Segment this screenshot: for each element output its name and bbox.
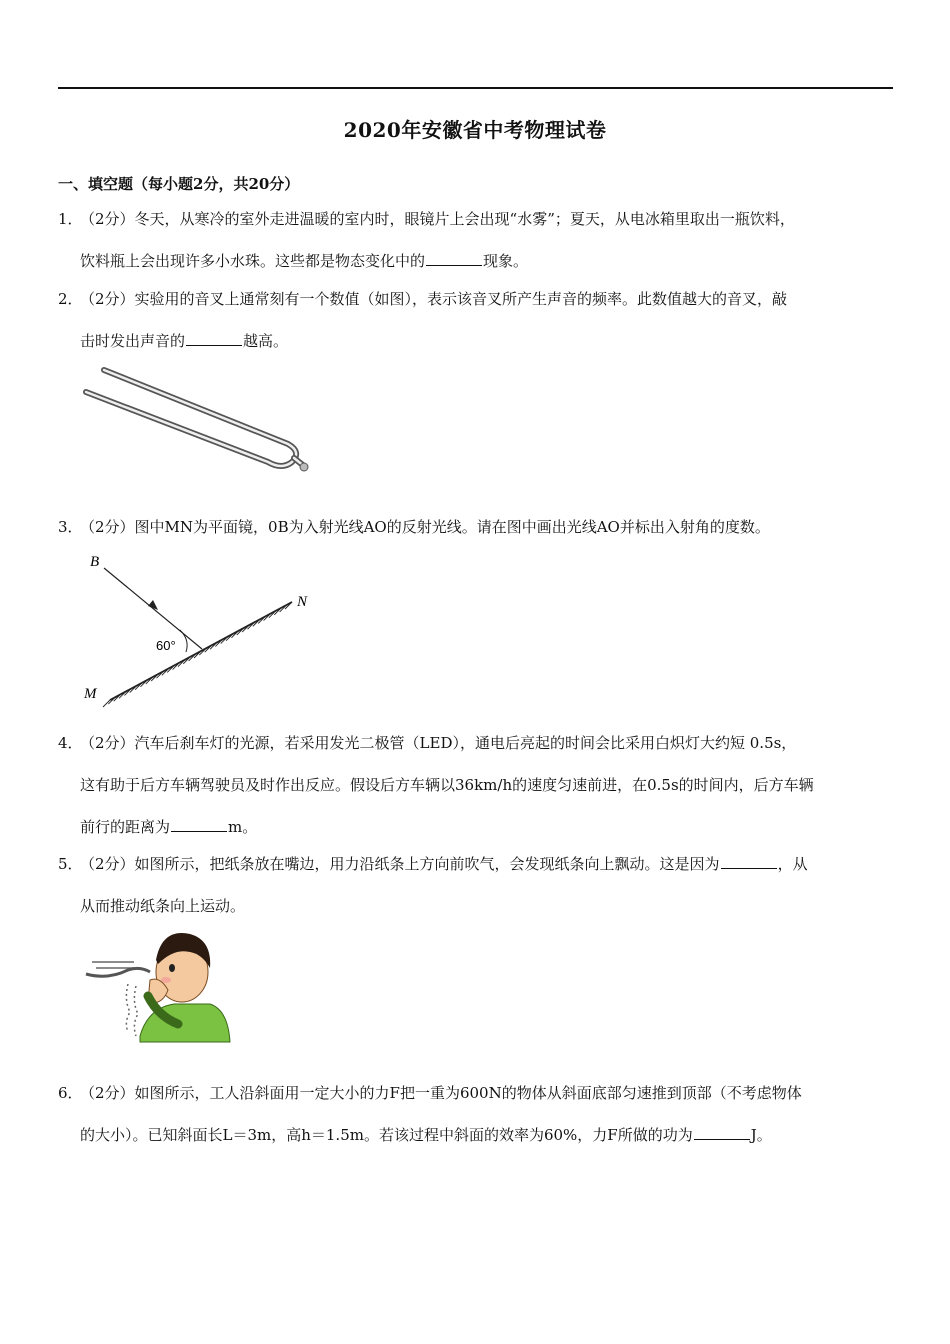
boy-blowing-paper-figure — [78, 924, 238, 1048]
question-text: ，从 — [777, 855, 808, 873]
plane-mirror — [103, 602, 292, 707]
answer-blank[interactable] — [186, 331, 242, 346]
question-text: 前行的距离为 — [80, 818, 171, 836]
question-text-cont — [58, 320, 898, 362]
question-text: m。 — [228, 818, 258, 836]
question-text-cont — [58, 806, 898, 848]
question-5 — [58, 843, 898, 927]
question-text: （2分）汽车后刹车灯的光源，若采用发光二极管（LED），通电后亮起的时间会比采用白炽灯大约短 0.5s， — [80, 734, 797, 752]
question-text: （2分）如图所示，把纸条放在嘴边，用力沿纸条上方向前吹气，会发现纸条向上飘动。这是因为 — [80, 855, 720, 873]
question-4 — [58, 722, 898, 848]
label-b: B — [90, 554, 100, 570]
boy-icon — [140, 933, 230, 1042]
label-n: N — [297, 594, 308, 610]
paper-strip-icon — [86, 962, 150, 1036]
question-2 — [58, 278, 898, 362]
question-text: 越高。 — [243, 332, 289, 350]
question-text: 从而推动纸条向上运动。 — [80, 897, 246, 915]
page-title: 2020年安徽省中考物理试卷 — [343, 118, 607, 142]
question-text-cont — [58, 1114, 898, 1156]
question-1 — [58, 198, 898, 282]
question-text: （2分）冬天，从寒冷的室外走进温暖的室内时，眼镜片上会出现“水雾”；夏天，从电冰箱里取出一瓶饮料， — [80, 210, 795, 228]
tuning-fork-icon — [86, 370, 308, 471]
angle-label: 60° — [156, 638, 176, 653]
question-text: （2分）实验用的音叉上通常刻有一个数值（如图），表示该音叉所产生声音的频率。此数值越大的音叉，敲 — [80, 290, 788, 308]
question-text: 击时发出声音的 — [80, 332, 186, 350]
question-text: J。 — [750, 1126, 772, 1144]
question-text: （2分）如图所示，工人沿斜面用一定大小的力F把一重为600N的物体从斜面底部匀速推到顶部（不考虑物体 — [80, 1084, 802, 1102]
question-text-cont — [58, 240, 898, 282]
question-number: 3． — [58, 518, 83, 536]
question-number: 5． — [58, 855, 83, 873]
question-text: 的大小）。已知斜面长L＝3m，高h＝1.5m。若该过程中斜面的效率为60%，力F所做的功为 — [80, 1126, 693, 1144]
question-3 — [58, 506, 898, 548]
question-number: 4． — [58, 734, 83, 752]
question-text: 现象。 — [483, 252, 529, 270]
question-text: （2分）图中MN为平面镜，0B为入射光线AO的反射光线。请在图中画出光线AO并标出入射角的度数。 — [80, 518, 770, 536]
question-number: 2． — [58, 290, 83, 308]
mirror-reflection-figure — [78, 548, 328, 708]
answer-blank[interactable] — [721, 854, 777, 869]
question-number: 6． — [58, 1084, 83, 1102]
header-rule — [58, 87, 893, 89]
question-6 — [58, 1072, 898, 1156]
question-text: 这有助于后方车辆驾驶员及时作出反应。假设后方车辆以36km/h的速度匀速前进，在0.5s的时间内，后方车辆 — [80, 776, 814, 794]
answer-blank[interactable] — [694, 1125, 750, 1140]
question-text-row — [58, 843, 898, 885]
section-heading: 一、填空题（每小题2分，共20分） — [58, 175, 300, 193]
answer-blank[interactable] — [426, 251, 482, 266]
label-m: M — [84, 686, 97, 702]
question-number: 1． — [58, 210, 83, 228]
tuning-fork-figure — [80, 362, 320, 482]
answer-blank[interactable] — [171, 817, 227, 832]
question-text: 饮料瓶上会出现许多小水珠。这些都是物态变化中的 — [80, 252, 426, 270]
reflected-ray-ob — [104, 568, 202, 649]
